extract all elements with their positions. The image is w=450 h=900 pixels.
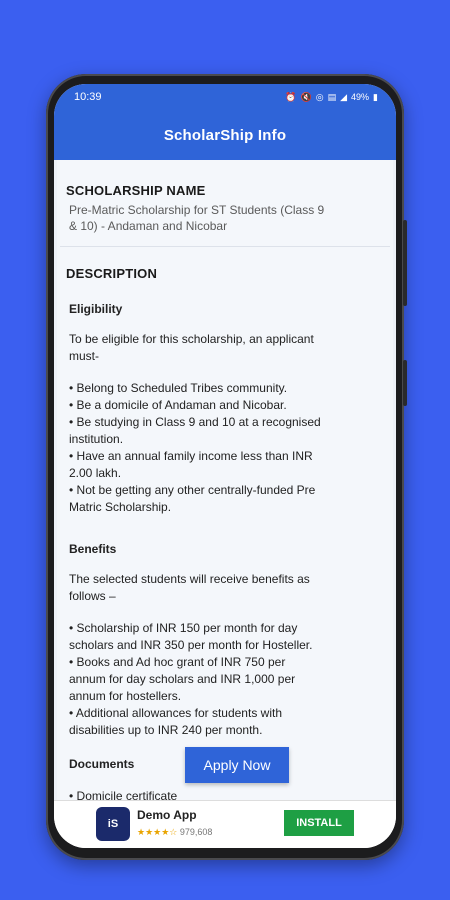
benefits-heading: Benefits — [69, 542, 117, 556]
documents-list — [69, 788, 381, 800]
star-rating-icon: ★★★★☆ — [137, 827, 178, 837]
list-item: • Have an annual family income less than INR — [69, 449, 313, 463]
phone-screen — [54, 84, 396, 848]
wifi-icon: ▤ — [327, 91, 337, 102]
eligibility-list — [69, 380, 381, 516]
ad-app-icon[interactable]: iS — [96, 807, 130, 841]
list-item: • Belong to Scheduled Tribes community. — [69, 381, 288, 395]
list-item: disabilities up to INR 240 per month. — [69, 723, 263, 737]
alarm-icon: ⏰ — [285, 91, 297, 102]
mute-icon: 🔇 — [300, 91, 312, 102]
scholarship-name-line: & 10) - Andaman and Nicobar — [69, 219, 228, 233]
details-card — [57, 160, 393, 800]
text-line: The selected students will receive benefits as — [69, 572, 310, 586]
list-item: • Domicile certificate — [69, 789, 178, 800]
ad-banner[interactable] — [54, 800, 396, 848]
power-button — [403, 360, 407, 406]
list-item: • Be studying in Class 9 and 10 at a recognised — [69, 415, 321, 429]
status-bar — [54, 84, 396, 110]
section-divider — [60, 246, 390, 247]
list-item: • Scholarship of INR 150 per month for day — [69, 621, 298, 635]
ad-app-name[interactable]: Demo App — [137, 808, 197, 822]
status-icons — [285, 92, 378, 103]
list-item: scholars and INR 350 per month for Hosteller. — [69, 638, 313, 652]
list-item: annum for day scholars and INR 1,000 per — [69, 672, 296, 686]
list-item: 2.00 lakh. — [69, 466, 122, 480]
signal-icon: ◢ — [340, 91, 348, 102]
app-bar-title: ScholarShip Info — [163, 126, 287, 144]
text-line: must- — [69, 349, 99, 363]
battery-text: 49% — [351, 92, 370, 102]
install-button[interactable]: INSTALL — [284, 810, 354, 836]
text-line: To be eligible for this scholarship, an applicant — [69, 332, 314, 346]
app-bar — [54, 110, 396, 160]
status-time: 10:39 — [74, 91, 102, 103]
list-item: • Additional allowances for students with — [69, 706, 282, 720]
scholarship-name-line: Pre-Matric Scholarship for ST Students (Class 9 — [69, 203, 325, 217]
list-item: • Not be getting any other centrally-funded Pre — [69, 483, 316, 497]
list-item: annum for hostellers. — [69, 689, 182, 703]
ad-rating-count: 979,608 — [179, 827, 213, 837]
apply-now-button[interactable]: Apply Now — [185, 747, 289, 783]
hotspot-icon: ◎ — [315, 91, 324, 102]
scholarship-name-heading: SCHOLARSHIP NAME — [66, 183, 206, 198]
scholarship-name-value — [69, 202, 379, 234]
eligibility-intro — [69, 331, 381, 365]
description-heading: DESCRIPTION — [66, 266, 158, 281]
scholarship-content[interactable] — [54, 160, 396, 800]
volume-button — [403, 220, 407, 306]
benefits-intro — [69, 571, 381, 605]
list-item: institution. — [69, 432, 124, 446]
list-item: • Books and Ad hoc grant of INR 750 per — [69, 655, 286, 669]
list-item: • Be a domicile of Andaman and Nicobar. — [69, 398, 287, 412]
documents-heading: Documents — [69, 757, 135, 771]
benefits-list — [69, 620, 381, 739]
battery-icon: ▮ — [373, 91, 378, 102]
ad-rating — [137, 827, 212, 838]
list-item: Matric Scholarship. — [69, 500, 172, 514]
text-line: follows – — [69, 589, 116, 603]
eligibility-heading: Eligibility — [69, 302, 123, 316]
